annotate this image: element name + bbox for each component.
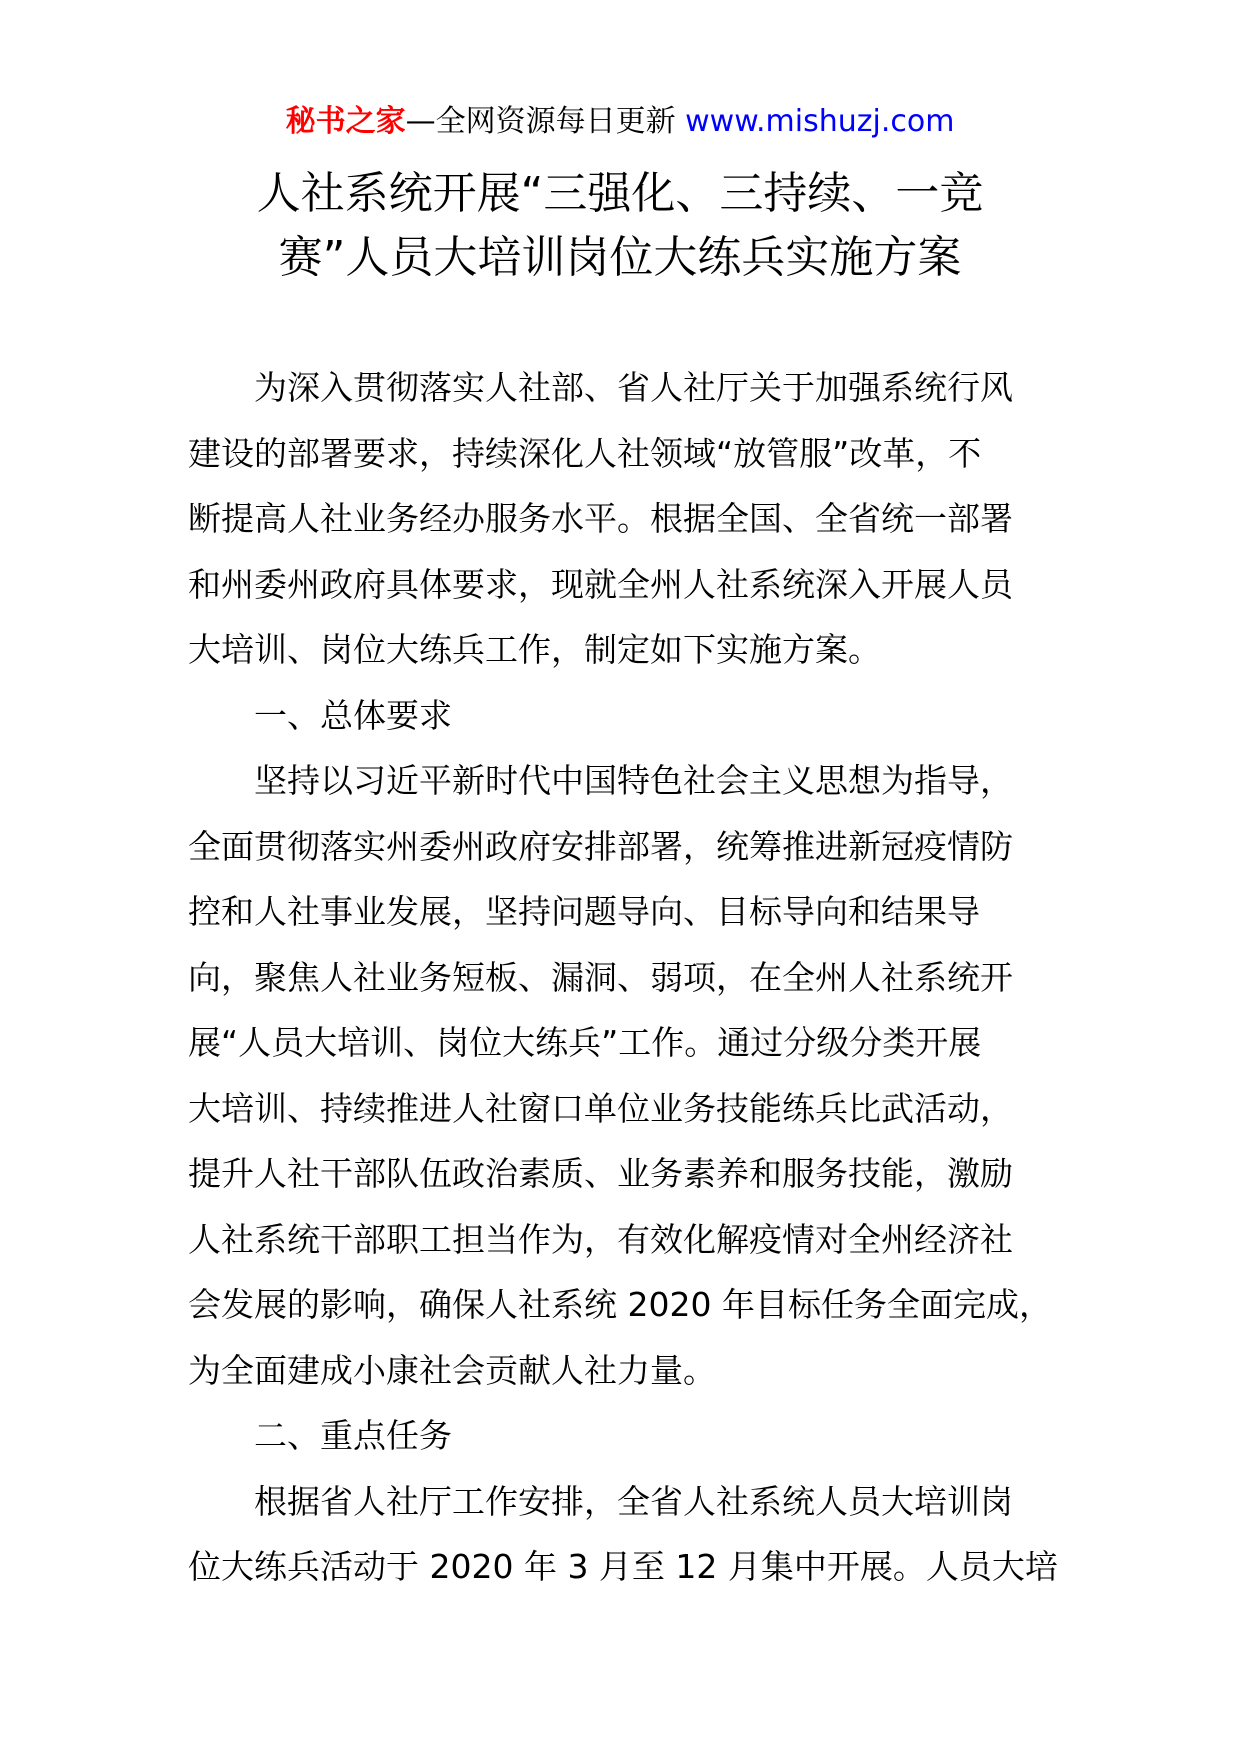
paragraph-2-line: 提升人社干部队伍政治素质、业务素养和服务技能，激励 (188, 1154, 1013, 1193)
title-line-1: 人社系统开展“三强化、三持续、一竞 (256, 168, 984, 219)
paragraph-2-line: 展“人员大培训、岗位大练兵”工作。通过分级分类开展 (188, 1023, 982, 1062)
paragraph-1-line: 建设的部署要求，持续深化人社领域“放管服”改革，不 (188, 433, 982, 473)
paragraph-1-line: 为深入贯彻落实人社部、省人社厅关于加强系统行风 (254, 368, 1013, 407)
paragraph-2-line: 为全面建成小康社会贡献人社力量。 (188, 1350, 716, 1390)
paragraph-2-line: 向，聚焦人社业务短板、漏洞、弱项，在全州人社系统开 (188, 957, 1013, 997)
paragraph-2-line: 全面贯彻落实州委州政府安排部署，统筹推进新冠疫情防 (188, 826, 1013, 866)
paragraph-1-line: 大培训、岗位大练兵工作，制定如下实施方案。 (188, 630, 881, 669)
paragraph-2-line: 会发展的影响，确保人社系统 2020 年目标任务全面完成， (188, 1285, 1052, 1324)
paragraph-2-line: 控和人社事业发展，坚持问题导向、目标导向和结果导 (188, 892, 980, 931)
brand-name: 秘书之家 (285, 104, 406, 139)
document-title (150, 162, 1090, 290)
paragraph-2-line: 大培训、持续推进人社窗口单位业务技能练兵比武活动， (188, 1088, 1013, 1128)
paragraph-3-line: 位大练兵活动于 2020 年 3 月至 12 月集中开展。人员大培 (188, 1547, 1058, 1586)
paragraph-1-line: 断提高人社业务经办服务水平。根据全国、全省统一部署 (188, 499, 1013, 538)
site-header (0, 102, 1240, 142)
paragraph-2-line: 坚持以习近平新时代中国特色社会主义思想为指导， (254, 761, 1013, 800)
title-line-2: 赛”人员大培训岗位大练兵实施方案 (278, 232, 962, 283)
paragraph-2-line: 人社系统干部职工担当作为，有效化解疫情对全州经济社 (188, 1219, 1013, 1259)
document-body (188, 355, 1058, 1600)
paragraph-3-line: 根据省人社厅工作安排，全省人社系统人员大培训岗 (254, 1481, 1013, 1521)
header-tagline: —全网资源每日更新 (405, 104, 676, 139)
section-heading-2: 二、重点任务 (254, 1416, 452, 1455)
section-heading-1: 一、总体要求 (254, 695, 452, 735)
site-url[interactable]: www.mishuzj.com (685, 104, 955, 139)
paragraph-1-line: 和州委州政府具体要求，现就全州人社系统深入开展人员 (188, 564, 1013, 604)
